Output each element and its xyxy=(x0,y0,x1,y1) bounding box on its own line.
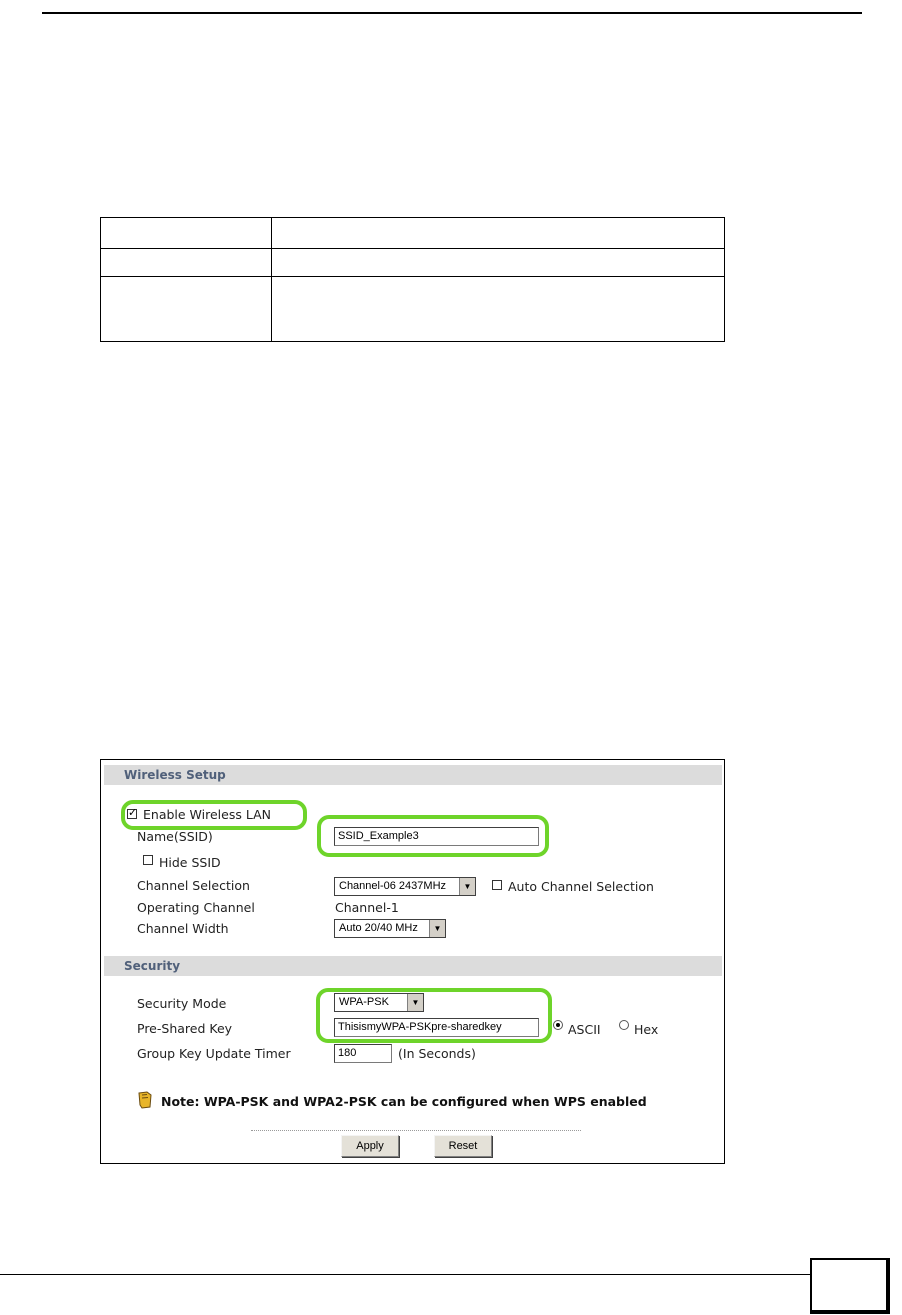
channel-selection-label: Channel Selection xyxy=(137,878,250,893)
channel-width-select[interactable] xyxy=(334,919,446,938)
psk-input[interactable]: ThisismyWPA-PSKpre-sharedkey xyxy=(334,1018,539,1037)
auto-channel-checkbox[interactable] xyxy=(492,880,502,890)
blank-table xyxy=(100,217,725,342)
security-mode-select[interactable] xyxy=(334,993,424,1012)
channel-selection-select[interactable] xyxy=(334,877,476,896)
ascii-radio[interactable] xyxy=(553,1020,563,1030)
table-cell xyxy=(101,277,272,342)
table-cell xyxy=(272,249,725,277)
channel-width-label: Channel Width xyxy=(137,921,229,936)
button-divider xyxy=(251,1130,581,1131)
wireless-setup-header: Wireless Setup xyxy=(104,765,722,785)
group-key-input[interactable]: 180 xyxy=(334,1044,392,1063)
operating-channel-label: Operating Channel xyxy=(137,900,255,915)
security-mode-value: WPA-PSK xyxy=(339,996,389,1008)
group-key-unit: (In Seconds) xyxy=(398,1046,476,1061)
table-cell xyxy=(272,277,725,342)
chevron-down-icon: ▼ xyxy=(429,920,445,937)
apply-button[interactable]: Apply xyxy=(341,1135,399,1157)
hex-radio[interactable] xyxy=(619,1020,629,1030)
note-text: Note: WPA-PSK and WPA2-PSK can be configured when WPS enabled xyxy=(161,1094,647,1109)
enable-wireless-lan-label: Enable Wireless LAN xyxy=(143,807,271,822)
auto-channel-label: Auto Channel Selection xyxy=(508,879,654,894)
operating-channel-value: Channel-1 xyxy=(335,900,399,915)
checkmark-icon: ✓ xyxy=(128,806,138,819)
page-number-box xyxy=(810,1258,890,1314)
reset-button[interactable]: Reset xyxy=(434,1135,492,1157)
enable-wireless-lan-checkbox[interactable] xyxy=(127,806,138,819)
chevron-down-icon: ▼ xyxy=(459,878,475,895)
channel-selection-value: Channel-06 2437MHz xyxy=(339,880,447,892)
footer-rule xyxy=(0,1274,810,1275)
table-cell xyxy=(101,249,272,277)
table-cell xyxy=(101,218,272,249)
ssid-label: Name(SSID) xyxy=(137,829,213,844)
hide-ssid-label: Hide SSID xyxy=(159,855,221,870)
wireless-settings-screenshot xyxy=(100,759,725,1164)
table-cell xyxy=(272,218,725,249)
psk-label: Pre-Shared Key xyxy=(137,1021,233,1036)
channel-width-value: Auto 20/40 MHz xyxy=(339,922,418,934)
group-key-label: Group Key Update Timer xyxy=(137,1046,291,1061)
header-rule xyxy=(42,12,862,14)
radio-selected-dot xyxy=(556,1023,560,1027)
ascii-label: ASCII xyxy=(568,1022,601,1037)
security-header: Security xyxy=(104,956,722,976)
hex-label: Hex xyxy=(634,1022,659,1037)
ssid-input[interactable]: SSID_Example3 xyxy=(334,827,539,846)
chevron-down-icon: ▼ xyxy=(407,994,423,1011)
hide-ssid-checkbox[interactable] xyxy=(143,855,153,865)
note-icon xyxy=(136,1091,154,1109)
security-mode-label: Security Mode xyxy=(137,996,227,1011)
